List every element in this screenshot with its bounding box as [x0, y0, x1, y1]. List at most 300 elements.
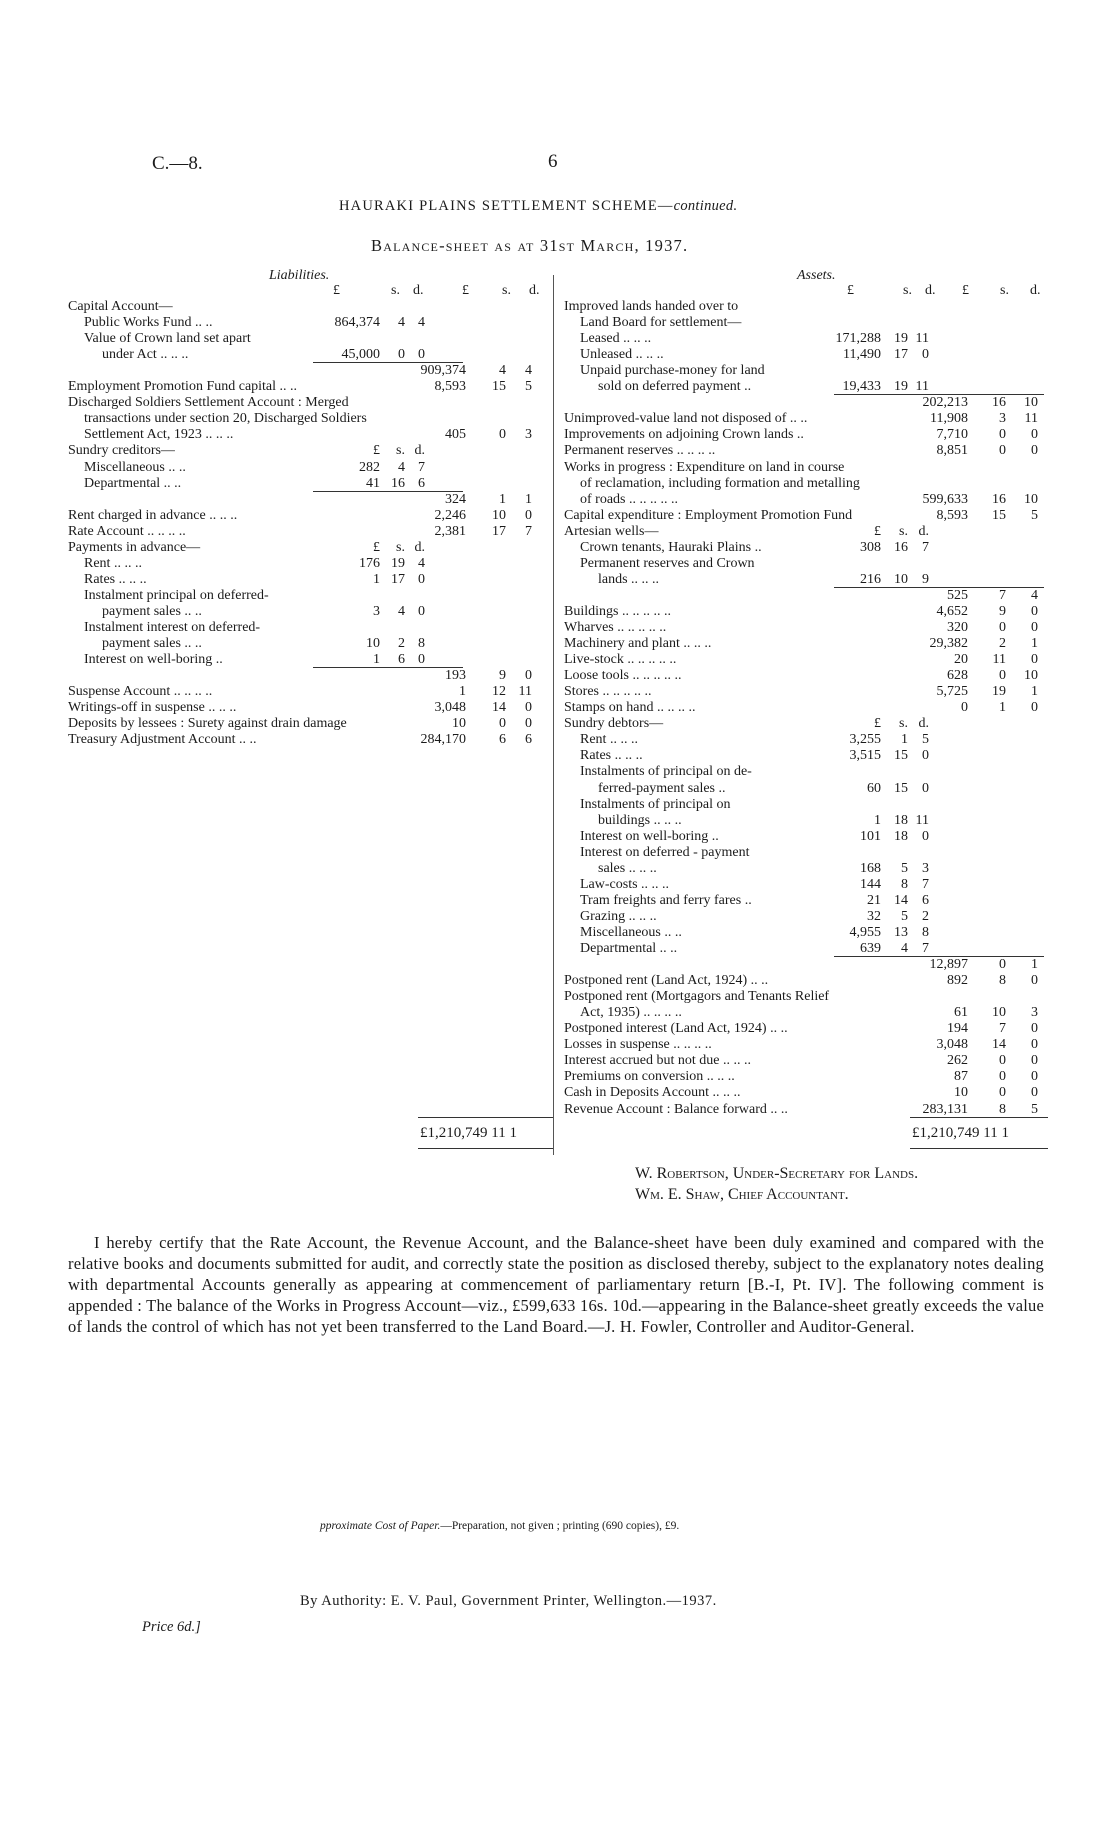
outer-amount-pounds: 10	[452, 716, 466, 732]
row-label: Rate Account .. .. .. ..	[68, 523, 186, 539]
outer-amount-shillings: 19	[992, 684, 1006, 700]
outer-amount-pounds: 8,593	[936, 507, 968, 523]
inner-amount-pounds: 45,000	[341, 347, 380, 363]
table-row	[564, 716, 1048, 732]
table-row	[68, 411, 546, 427]
row-label: Unpaid purchase-money for land	[580, 363, 765, 379]
outer-amount-pounds: 2,381	[434, 523, 466, 539]
inner-amount-pounds: 216	[860, 571, 881, 587]
row-label: lands .. .. ..	[598, 571, 660, 587]
table-row	[564, 331, 1048, 347]
outer-amount-pence: 0	[1031, 700, 1038, 716]
liabilities-total-rule-top	[418, 1117, 553, 1118]
row-label: Instalments of principal on	[580, 796, 731, 812]
subhead-pence: d.	[414, 443, 425, 459]
inner-amount-pounds: 308	[860, 539, 881, 555]
table-row	[564, 620, 1048, 636]
inner-amount-shillings: 17	[894, 347, 908, 363]
row-label: Loose tools .. .. .. .. ..	[564, 668, 682, 684]
assets-total-rule-top	[910, 1117, 1048, 1118]
row-label: sales .. .. ..	[598, 860, 657, 876]
row-label: Employment Promotion Fund capital .. ..	[68, 379, 298, 395]
liab-col-s2: s.	[502, 283, 511, 298]
column-divider	[553, 275, 554, 1155]
outer-amount-shillings: 0	[999, 1053, 1006, 1069]
outer-amount-pence: 4	[1031, 587, 1038, 603]
row-label: under Act .. .. ..	[102, 347, 189, 363]
inner-amount-shillings: 1	[901, 732, 908, 748]
outer-amount-pence: 1	[1031, 636, 1038, 652]
outer-amount-pounds: 20	[954, 652, 968, 668]
inner-amount-pence: 11	[915, 812, 929, 828]
assets-heading: Assets.	[797, 268, 836, 283]
outer-amount-shillings: 0	[999, 1085, 1006, 1101]
outer-amount-shillings: 3	[999, 411, 1006, 427]
outer-amount-shillings: 8	[999, 973, 1006, 989]
table-row	[564, 941, 1048, 957]
inner-amount-pence: 8	[922, 924, 929, 940]
outer-amount-pounds: 8,593	[434, 379, 466, 395]
outer-amount-pounds: 7,710	[936, 427, 968, 443]
inner-amount-pounds: 10	[366, 636, 380, 652]
outer-amount-pounds: 194	[947, 1021, 968, 1037]
inner-amount-pence: 0	[922, 347, 929, 363]
inner-amount-pence: 9	[922, 571, 929, 587]
outer-amount-pounds: 525	[947, 587, 968, 603]
table-row	[564, 427, 1048, 443]
table-row	[564, 524, 1048, 540]
table-row	[564, 1102, 1048, 1118]
row-label: Leased .. .. ..	[580, 331, 652, 347]
outer-amount-pence: 1	[525, 491, 532, 507]
table-row	[68, 347, 546, 363]
inner-amount-pence: 11	[915, 331, 929, 347]
outer-amount-shillings: 0	[999, 1069, 1006, 1085]
inner-amount-pounds: 19,433	[842, 379, 881, 395]
asset-col-pound1: £	[847, 283, 854, 298]
table-row	[68, 379, 546, 395]
table-row	[68, 604, 546, 620]
row-label: Permanent reserves .. .. .. ..	[564, 443, 716, 459]
outer-amount-pounds: 87	[954, 1069, 968, 1085]
assets-total-rule-bottom	[910, 1148, 1048, 1149]
table-row	[564, 604, 1048, 620]
inner-amount-pence: 0	[418, 603, 425, 619]
cost-of-paper-detail: —Preparation, not given ; printing (690 copies), £9.	[440, 1520, 680, 1532]
page-title	[339, 198, 737, 215]
row-label: Grazing .. .. ..	[580, 908, 657, 924]
outer-amount-shillings: 0	[499, 427, 506, 443]
table-row	[68, 572, 546, 588]
asset-col-pound2: £	[962, 283, 969, 298]
inner-amount-pounds: 1	[874, 812, 881, 828]
row-label: Interest on well-boring ..	[84, 652, 223, 668]
outer-amount-pence: 5	[1031, 507, 1038, 523]
row-label: sold on deferred payment ..	[598, 379, 752, 395]
outer-amount-pounds: 599,633	[922, 491, 968, 507]
auditor-certificate: I hereby certify that the Rate Account, the Revenue Account, and the Balance-sheet have been duly examined and compared with the relative books and documents submitted for audit, and correctly state the position as disclosed thereby, subject to the explanatory notes dealing with departmental Accounts generally as appearing at commencement of parliamentary return [B.-I, Pt. IV]. The following comment is appended : The balance of the Works in Progress Account—viz., £599,633 16s. 10d.—appearing in the Balance-sheet greatly exceeds the value of lands the control of which has not yet been transferred to the Land Board.—J. H. Fowler, Controller and Auditor-General.	[68, 1233, 1044, 1336]
table-row	[564, 973, 1048, 989]
row-label: Instalment principal on deferred-	[84, 587, 269, 603]
inner-amount-shillings: 6	[398, 652, 405, 668]
table-row	[564, 363, 1048, 379]
inner-amount-shillings: 16	[391, 475, 405, 491]
outer-amount-shillings: 15	[992, 507, 1006, 523]
inner-amount-pounds: 176	[359, 555, 380, 571]
row-label: payment sales .. ..	[102, 636, 202, 652]
outer-amount-shillings: 14	[992, 1037, 1006, 1053]
outer-amount-pounds: 405	[445, 427, 466, 443]
row-label: Public Works Fund .. ..	[84, 315, 213, 331]
row-label: buildings .. .. ..	[598, 812, 682, 828]
table-row	[564, 893, 1048, 909]
table-row	[564, 748, 1048, 764]
outer-amount-pounds: 284,170	[420, 732, 466, 748]
row-label: Rent .. .. ..	[84, 555, 142, 571]
table-row	[564, 395, 1048, 411]
table-row	[68, 588, 546, 604]
outer-amount-pence: 0	[1031, 1085, 1038, 1101]
outer-amount-pence: 10	[1024, 395, 1038, 411]
signature-under-secretary: W. Robertson, Under-Secretary for Lands.	[635, 1165, 919, 1182]
subhead-pounds: £	[874, 716, 881, 732]
table-row	[68, 652, 546, 668]
table-row	[68, 460, 546, 476]
inner-amount-pence: 5	[922, 732, 929, 748]
outer-amount-pounds: 11,908	[930, 411, 968, 427]
inner-amount-shillings: 19	[894, 379, 908, 395]
table-row	[564, 957, 1048, 973]
liab-col-d1: d.	[413, 283, 424, 298]
row-label: Settlement Act, 1923 .. .. ..	[84, 427, 234, 443]
inner-amount-pounds: 3,515	[849, 748, 881, 764]
row-label: Sundry creditors—	[68, 443, 175, 459]
row-label: of roads .. .. .. .. ..	[580, 491, 678, 507]
inner-amount-pence: 6	[922, 892, 929, 908]
outer-amount-shillings: 0	[999, 957, 1006, 973]
row-label: Departmental .. ..	[84, 475, 182, 491]
table-row	[564, 1053, 1048, 1069]
asset-col-d2: d.	[1030, 283, 1041, 298]
table-row	[564, 813, 1048, 829]
outer-amount-pence: 10	[1024, 668, 1038, 684]
inner-amount-pence: 7	[922, 539, 929, 555]
inner-amount-shillings: 17	[391, 571, 405, 587]
outer-amount-pence: 0	[1031, 443, 1038, 459]
signature-chief-accountant: Wm. E. Shaw, Chief Accountant.	[635, 1186, 849, 1203]
table-row	[68, 299, 546, 315]
liab-col-d2: d.	[529, 283, 540, 298]
subtotal-rule	[313, 362, 463, 363]
outer-amount-pence: 11	[1024, 411, 1038, 427]
table-row	[564, 476, 1048, 492]
outer-amount-pounds: 283,131	[922, 1101, 968, 1117]
inner-amount-pounds: 101	[860, 828, 881, 844]
row-label: Act, 1935) .. .. .. ..	[580, 1005, 682, 1021]
table-row	[564, 540, 1048, 556]
table-row	[68, 492, 546, 508]
table-row	[564, 508, 1048, 524]
inner-amount-shillings: 0	[398, 347, 405, 363]
liab-col-pound2: £	[462, 283, 469, 298]
outer-amount-pounds: 12,897	[929, 957, 968, 973]
table-row	[564, 347, 1048, 363]
inner-amount-pounds: 41	[366, 475, 380, 491]
inner-amount-pence: 4	[418, 555, 425, 571]
row-label: Postponed rent (Mortgagors and Tenants Relief	[564, 989, 830, 1005]
row-label: Permanent reserves and Crown	[580, 555, 755, 571]
outer-amount-shillings: 17	[492, 523, 506, 539]
inner-amount-pounds: 282	[359, 459, 380, 475]
table-row	[564, 1037, 1048, 1053]
inner-amount-pounds: 3	[373, 603, 380, 619]
inner-amount-pence: 8	[418, 636, 425, 652]
row-label: transactions under section 20, Discharged Soldiers	[84, 411, 367, 427]
row-label: Revenue Account : Balance forward .. ..	[564, 1101, 788, 1117]
table-row	[564, 1021, 1048, 1037]
table-row	[68, 684, 546, 700]
inner-amount-shillings: 19	[391, 555, 405, 571]
liabilities-table	[68, 283, 546, 843]
row-label: Suspense Account .. .. .. ..	[68, 684, 213, 700]
row-label: Interest on well-boring ..	[580, 828, 719, 844]
table-row	[564, 588, 1048, 604]
row-label: Payments in advance—	[68, 539, 201, 555]
outer-amount-pounds: 324	[445, 491, 466, 507]
outer-amount-shillings: 12	[492, 684, 506, 700]
row-label: Miscellaneous .. ..	[84, 459, 186, 475]
table-row	[68, 363, 546, 379]
table-row	[564, 989, 1048, 1005]
outer-amount-pence: 0	[525, 716, 532, 732]
subhead-pounds: £	[373, 443, 380, 459]
subhead-shillings: s.	[396, 539, 405, 555]
table-row	[68, 443, 546, 459]
outer-amount-shillings: 0	[999, 620, 1006, 635]
row-label: Artesian wells—	[564, 523, 659, 539]
inner-amount-pounds: 1	[373, 652, 380, 668]
inner-amount-pence: 11	[915, 379, 929, 395]
row-label: Rates .. .. ..	[84, 571, 147, 587]
inner-amount-pounds: 171,288	[835, 331, 881, 347]
row-label: Improved lands handed over to	[564, 299, 739, 314]
subtotal-rule	[834, 956, 1044, 957]
outer-amount-shillings: 6	[499, 732, 506, 748]
row-label: Interest on deferred - payment	[580, 844, 750, 860]
table-row	[564, 492, 1048, 508]
inner-amount-shillings: 18	[894, 812, 908, 828]
document-reference: C.—8.	[152, 153, 203, 174]
row-label: ferred-payment sales ..	[598, 780, 726, 796]
inner-amount-shillings: 4	[398, 603, 405, 619]
outer-amount-pence: 0	[1031, 1053, 1038, 1069]
table-row	[564, 700, 1048, 716]
table-row	[564, 845, 1048, 861]
outer-amount-shillings: 10	[492, 507, 506, 523]
row-label: Capital expenditure : Employment Promotion Fund	[564, 507, 853, 523]
outer-amount-pence: 0	[1031, 1069, 1038, 1085]
row-label: Live-stock .. .. .. .. ..	[564, 652, 677, 668]
outer-amount-shillings: 0	[999, 668, 1006, 684]
asset-col-s1: s.	[903, 283, 912, 298]
subtotal-rule	[834, 394, 1044, 395]
subhead-pence: d.	[918, 523, 929, 539]
subtotal-rule	[313, 491, 463, 492]
table-row	[564, 572, 1048, 588]
outer-amount-pence: 3	[525, 427, 532, 443]
table-row	[564, 556, 1048, 572]
outer-amount-pounds: 193	[445, 668, 466, 684]
outer-amount-pence: 7	[525, 523, 532, 539]
row-label: Stores .. .. .. .. ..	[564, 684, 652, 700]
table-row	[564, 668, 1048, 684]
table-row	[68, 315, 546, 331]
outer-amount-shillings: 1	[499, 491, 506, 507]
outer-amount-pounds: 29,382	[929, 636, 968, 652]
outer-amount-shillings: 7	[999, 587, 1006, 603]
asset-col-s2: s.	[1000, 283, 1009, 298]
outer-amount-pence: 5	[1031, 1101, 1038, 1117]
inner-amount-shillings: 13	[894, 924, 908, 940]
row-label: Departmental .. ..	[580, 941, 678, 956]
assets-total: £1,210,749 11 1	[912, 1125, 1009, 1141]
table-row	[564, 797, 1048, 813]
row-label: Premiums on conversion .. .. ..	[564, 1069, 735, 1085]
row-label: payment sales .. ..	[102, 603, 202, 619]
outer-amount-pence: 4	[525, 363, 532, 379]
outer-amount-shillings: 0	[499, 716, 506, 732]
table-row	[68, 620, 546, 636]
outer-amount-shillings: 9	[499, 668, 506, 684]
inner-amount-pounds: 21	[867, 892, 881, 908]
table-row	[564, 861, 1048, 877]
table-row	[564, 1085, 1048, 1101]
inner-amount-pence: 0	[922, 828, 929, 844]
table-row	[564, 829, 1048, 845]
outer-amount-shillings: 0	[999, 427, 1006, 443]
table-row	[564, 909, 1048, 925]
table-row	[68, 636, 546, 652]
outer-amount-shillings: 1	[999, 700, 1006, 716]
inner-amount-shillings: 5	[901, 908, 908, 924]
inner-amount-pence: 0	[418, 652, 425, 668]
row-label: Crown tenants, Hauraki Plains ..	[580, 539, 762, 555]
subhead-pounds: £	[874, 523, 881, 539]
table-row	[564, 315, 1048, 331]
table-row	[68, 508, 546, 524]
outer-amount-pence: 0	[525, 700, 532, 716]
outer-amount-pence: 0	[1031, 1021, 1038, 1037]
row-label: Sundry debtors—	[564, 716, 664, 732]
inner-amount-pence: 7	[922, 876, 929, 892]
balance-sheet-subtitle: Balance-sheet as at 31st March, 1937.	[371, 236, 689, 255]
outer-amount-pounds: 5,725	[936, 684, 968, 700]
page-number: 6	[548, 151, 558, 172]
outer-amount-pence: 0	[1031, 603, 1038, 619]
inner-amount-pence: 0	[418, 571, 425, 587]
inner-amount-pounds: 1	[373, 571, 380, 587]
subtotal-rule	[313, 667, 463, 668]
row-label: Rent charged in advance .. .. ..	[68, 507, 238, 523]
subhead-shillings: s.	[899, 716, 908, 732]
cost-of-paper-label: pproximate Cost of Paper.	[320, 1520, 441, 1532]
table-row	[564, 1069, 1048, 1085]
outer-amount-shillings: 4	[499, 363, 506, 379]
liabilities-heading: Liabilities.	[269, 268, 330, 283]
price: Price 6d.]	[142, 1619, 201, 1635]
outer-amount-shillings: 15	[492, 379, 506, 395]
outer-amount-pounds: 892	[947, 973, 968, 989]
row-label: Unleased .. .. ..	[580, 347, 664, 363]
inner-amount-shillings: 15	[894, 748, 908, 764]
outer-amount-shillings: 14	[492, 700, 506, 716]
inner-amount-shillings: 19	[894, 331, 908, 347]
inner-amount-shillings: 18	[894, 828, 908, 844]
table-row	[68, 395, 546, 411]
row-label: Improvements on adjoining Crown lands ..	[564, 427, 804, 443]
outer-amount-pence: 0	[1031, 973, 1038, 989]
row-label: Capital Account—	[68, 299, 173, 314]
liab-col-s1: s.	[391, 283, 400, 298]
row-label: Land Board for settlement—	[580, 315, 742, 331]
row-label: Buildings .. .. .. .. ..	[564, 603, 671, 619]
outer-amount-pence: 0	[1031, 427, 1038, 443]
inner-amount-pounds: 60	[867, 780, 881, 796]
outer-amount-pounds: 320	[947, 620, 968, 635]
inner-amount-shillings: 10	[894, 571, 908, 587]
row-label: Works in progress : Expenditure on land in course	[564, 459, 845, 475]
table-row	[564, 925, 1048, 941]
inner-amount-pence: 0	[418, 347, 425, 363]
row-label: Value of Crown land set apart	[84, 331, 251, 347]
table-row	[564, 684, 1048, 700]
outer-amount-pence: 0	[525, 507, 532, 523]
outer-amount-pounds: 909,374	[420, 363, 466, 379]
row-label: Tram freights and ferry fares ..	[580, 892, 752, 908]
page-title-continued: continued.	[673, 198, 738, 214]
liab-col-pound1: £	[333, 283, 340, 298]
table-row	[564, 1005, 1048, 1021]
printer-authority: By Authority: E. V. Paul, Government Printer, Wellington.—1937.	[300, 1593, 717, 1609]
inner-amount-shillings: 5	[901, 860, 908, 876]
inner-amount-pounds: 864,374	[334, 315, 380, 331]
subhead-pence: d.	[918, 716, 929, 732]
row-label: Treasury Adjustment Account .. ..	[68, 732, 257, 748]
inner-amount-shillings: 15	[894, 780, 908, 796]
outer-amount-pence: 11	[518, 684, 532, 700]
table-row	[564, 443, 1048, 459]
outer-amount-pence: 1	[1031, 957, 1038, 973]
table-row	[68, 668, 546, 684]
outer-amount-shillings: 11	[992, 652, 1006, 668]
table-row	[564, 652, 1048, 668]
inner-amount-pounds: 639	[860, 941, 881, 956]
row-label: Instalments of principal on de-	[580, 764, 752, 780]
outer-amount-pence: 6	[525, 732, 532, 748]
table-row	[564, 781, 1048, 797]
row-label: Interest accrued but not due .. .. ..	[564, 1053, 751, 1069]
outer-amount-pence: 3	[1031, 1005, 1038, 1021]
inner-amount-shillings: 14	[894, 892, 908, 908]
table-row	[564, 732, 1048, 748]
row-label: Rates .. .. ..	[580, 748, 643, 764]
row-label: Machinery and plant .. .. ..	[564, 636, 712, 652]
row-label: Losses in suspense .. .. .. ..	[564, 1037, 712, 1053]
inner-amount-pence: 2	[922, 908, 929, 924]
outer-amount-pounds: 202,213	[922, 395, 968, 411]
page-title-main: HAURAKI PLAINS SETTLEMENT SCHEME—	[339, 198, 674, 214]
inner-amount-pence: 7	[418, 459, 425, 475]
